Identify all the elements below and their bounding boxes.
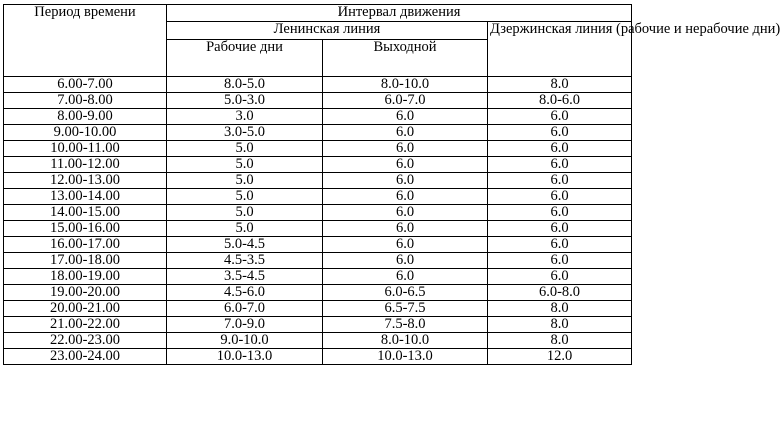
cell-dzerzhinskaya: 8.0	[488, 333, 632, 349]
cell-dzerzhinskaya: 6.0	[488, 173, 632, 189]
cell-dzerzhinskaya: 6.0	[488, 125, 632, 141]
table-row	[4, 125, 632, 141]
cell-leninskaya-workdays: 7.0-9.0	[167, 317, 323, 333]
cell-leninskaya-weekend: 6.0	[323, 205, 488, 221]
cell-period: 15.00-16.00	[4, 221, 167, 237]
cell-leninskaya-weekend: 6.0-6.5	[323, 285, 488, 301]
table-row	[4, 173, 632, 189]
cell-dzerzhinskaya: 6.0	[488, 269, 632, 285]
cell-leninskaya-weekend: 6.0-7.0	[323, 93, 488, 109]
cell-leninskaya-weekend: 8.0-10.0	[323, 333, 488, 349]
cell-leninskaya-workdays: 5.0-3.0	[167, 93, 323, 109]
table-row	[4, 269, 632, 285]
table-row	[4, 301, 632, 317]
cell-leninskaya-workdays: 5.0	[167, 189, 323, 205]
cell-leninskaya-workdays: 5.0	[167, 157, 323, 173]
table-row	[4, 93, 632, 109]
cell-leninskaya-workdays: 3.0-5.0	[167, 125, 323, 141]
cell-leninskaya-weekend: 6.0	[323, 125, 488, 141]
table-row	[4, 333, 632, 349]
cell-leninskaya-workdays: 3.0	[167, 109, 323, 125]
cell-period: 23.00-24.00	[4, 349, 167, 365]
cell-period: 14.00-15.00	[4, 205, 167, 221]
cell-leninskaya-workdays: 5.0	[167, 205, 323, 221]
cell-leninskaya-workdays: 4.5-6.0	[167, 285, 323, 301]
cell-period: 19.00-20.00	[4, 285, 167, 301]
cell-leninskaya-workdays: 10.0-13.0	[167, 349, 323, 365]
table-row	[4, 237, 632, 253]
cell-leninskaya-weekend: 6.0	[323, 141, 488, 157]
cell-dzerzhinskaya: 6.0-8.0	[488, 285, 632, 301]
cell-leninskaya-workdays: 4.5-3.5	[167, 253, 323, 269]
cell-period: 6.00-7.00	[4, 77, 167, 93]
cell-dzerzhinskaya: 6.0	[488, 189, 632, 205]
cell-dzerzhinskaya: 12.0	[488, 349, 632, 365]
cell-leninskaya-weekend: 6.0	[323, 253, 488, 269]
cell-period: 7.00-8.00	[4, 93, 167, 109]
cell-leninskaya-workdays: 5.0	[167, 221, 323, 237]
cell-dzerzhinskaya: 6.0	[488, 221, 632, 237]
cell-period: 10.00-11.00	[4, 141, 167, 157]
header-row-1	[4, 5, 632, 22]
cell-leninskaya-weekend: 8.0-10.0	[323, 77, 488, 93]
cell-dzerzhinskaya: 6.0	[488, 109, 632, 125]
cell-period: 20.00-21.00	[4, 301, 167, 317]
cell-period: 17.00-18.00	[4, 253, 167, 269]
cell-dzerzhinskaya: 6.0	[488, 141, 632, 157]
cell-leninskaya-workdays: 3.5-4.5	[167, 269, 323, 285]
cell-period: 21.00-22.00	[4, 317, 167, 333]
cell-dzerzhinskaya: 8.0	[488, 77, 632, 93]
header-leninskaya-line: Ленинская линия	[167, 22, 488, 40]
cell-leninskaya-weekend: 6.0	[323, 157, 488, 173]
cell-dzerzhinskaya: 8.0-6.0	[488, 93, 632, 109]
header-interval: Интервал движения	[167, 5, 632, 22]
cell-leninskaya-workdays: 5.0	[167, 173, 323, 189]
cell-leninskaya-weekend: 6.0	[323, 269, 488, 285]
cell-leninskaya-weekend: 6.0	[323, 109, 488, 125]
cell-leninskaya-weekend: 6.0	[323, 189, 488, 205]
cell-leninskaya-workdays: 9.0-10.0	[167, 333, 323, 349]
cell-leninskaya-workdays: 6.0-7.0	[167, 301, 323, 317]
table-row	[4, 109, 632, 125]
table-row	[4, 141, 632, 157]
table-row	[4, 285, 632, 301]
cell-leninskaya-weekend: 6.0	[323, 237, 488, 253]
table-body	[4, 4, 780, 365]
cell-period: 13.00-14.00	[4, 189, 167, 205]
table-row	[4, 253, 632, 269]
cell-dzerzhinskaya: 6.0	[488, 205, 632, 221]
metro-interval-table	[3, 4, 780, 365]
cell-leninskaya-workdays: 5.0-4.5	[167, 237, 323, 253]
cell-period: 16.00-17.00	[4, 237, 167, 253]
header-weekend: Выходной	[323, 40, 488, 77]
cell-leninskaya-weekend: 6.5-7.5	[323, 301, 488, 317]
cell-dzerzhinskaya: 6.0	[488, 237, 632, 253]
cell-period: 8.00-9.00	[4, 109, 167, 125]
cell-dzerzhinskaya: 6.0	[488, 157, 632, 173]
cell-leninskaya-weekend: 6.0	[323, 221, 488, 237]
table-row	[4, 205, 632, 221]
header-dzerzhinskaya-line: Дзержинская линия (рабочие и нерабочие дни)	[488, 22, 632, 77]
table-row	[4, 349, 632, 365]
cell-dzerzhinskaya: 6.0	[488, 253, 632, 269]
table-row	[4, 189, 632, 205]
table-row	[4, 157, 632, 173]
cell-leninskaya-weekend: 10.0-13.0	[323, 349, 488, 365]
cell-period: 9.00-10.00	[4, 125, 167, 141]
cell-dzerzhinskaya: 8.0	[488, 317, 632, 333]
cell-period: 18.00-19.00	[4, 269, 167, 285]
cell-leninskaya-weekend: 7.5-8.0	[323, 317, 488, 333]
header-period: Период времени	[4, 5, 167, 77]
cell-leninskaya-workdays: 8.0-5.0	[167, 77, 323, 93]
header-workdays: Рабочие дни	[167, 40, 323, 77]
cell-leninskaya-weekend: 6.0	[323, 173, 488, 189]
cell-period: 11.00-12.00	[4, 157, 167, 173]
cell-period: 22.00-23.00	[4, 333, 167, 349]
table-row	[4, 317, 632, 333]
table-row	[4, 77, 632, 93]
cell-leninskaya-workdays: 5.0	[167, 141, 323, 157]
cell-period: 12.00-13.00	[4, 173, 167, 189]
table-row	[4, 221, 632, 237]
cell-dzerzhinskaya: 8.0	[488, 301, 632, 317]
